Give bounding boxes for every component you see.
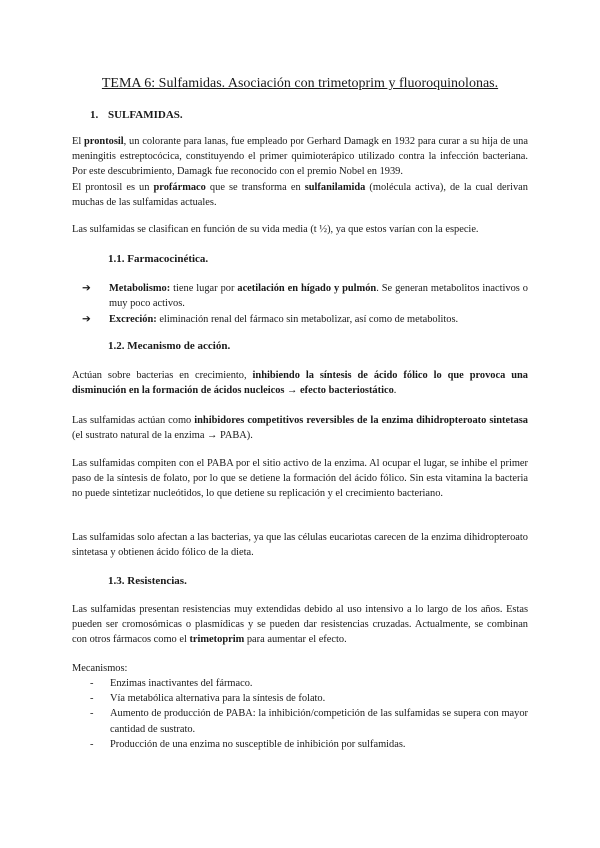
list-item-text: Producción de una enzima no susceptible de inhibición por sulfamidas. xyxy=(110,738,406,750)
text-run: , un colorante para lanas, fue empleado por Gerhard Damagk en 1932 para curar a su hija de una meningitis estreptocócica, constituyendo el primer quimioterápico utilizado contra la infección bacteriana. Por este descubrimiento, Damagk fue reconocido con el premio Nobel en 1939. xyxy=(72,136,528,178)
resistance-mechanisms-list xyxy=(90,676,528,752)
section-label: SULFAMIDAS. xyxy=(108,109,183,121)
term-metabolismo: Metabolismo: xyxy=(109,283,171,294)
term-competitive-inhibitors: inhibidores competitivos reversibles de la enzima dihidropteroato sintetasa xyxy=(194,415,529,426)
arrow-bullet-icon: ➔ xyxy=(82,283,91,294)
list-item-text: Aumento de producción de PABA: la inhibición/competición de las sulfamidas se supera con mayor cantidad de sustrato. xyxy=(110,708,528,735)
term-prontosil: prontosil xyxy=(84,136,124,147)
pharmacokinetics-list xyxy=(82,281,528,329)
list-item-text: Vía metabólica alternativa para la síntesis de folato. xyxy=(110,693,326,705)
dash-bullet: - xyxy=(90,708,94,720)
list-item xyxy=(90,691,528,706)
text-run: El prontosil es un xyxy=(72,182,154,193)
list-item xyxy=(90,676,528,691)
text-run: Las sulfamidas actúan como xyxy=(72,415,195,426)
mechanism-paragraph-2 xyxy=(72,413,528,443)
subsection-heading-resistencias: 1.3. Resistencias. xyxy=(108,575,187,587)
list-item xyxy=(90,706,528,736)
intro-paragraph-1 xyxy=(72,134,528,180)
dash-bullet: - xyxy=(90,738,94,750)
mechanisms-label: Mecanismos: xyxy=(72,663,128,674)
page-title: TEMA 6: Sulfamidas. Asociación con trimetoprim y fluoroquinolonas. xyxy=(101,76,499,91)
subsection-heading-mecanismo: 1.2. Mecanismo de acción. xyxy=(108,340,231,352)
section-heading-sulfamidas xyxy=(90,109,183,121)
arrow-bullet-icon: ➔ xyxy=(82,314,91,326)
subsection-heading-farmacocinetica: 1.1. Farmacocinética. xyxy=(108,253,209,265)
term-excrecion: Excreción: xyxy=(109,314,157,326)
term-profarmaco: profármaco xyxy=(153,182,206,193)
list-item xyxy=(90,737,528,752)
term-folic-inhibition: inhibiendo la síntesis de ácido fólico lo que provoca una disminución en la formación de ácidos nucleicos → efecto bacteriostático xyxy=(72,370,528,397)
mechanism-paragraph-4: Las sulfamidas solo afectan a las bacterias, ya que las células eucariotas carecen de la enzima dihidropteroato sintetasa y obtienen ácido fólico de la dieta. xyxy=(72,532,528,559)
term-acetilacion: acetilación en hígado y pulmón xyxy=(237,283,377,294)
list-item xyxy=(82,281,528,311)
resistance-paragraph xyxy=(72,602,528,648)
text-run: Actúan sobre bacterias en crecimiento, xyxy=(72,370,253,381)
text-run: eliminación renal del fármaco sin metabolizar, así como de metabolitos. xyxy=(156,314,459,326)
intro-paragraph-2 xyxy=(72,180,528,210)
list-item-text: Enzimas inactivantes del fármaco. xyxy=(110,678,253,689)
intro-paragraph-3: Las sulfamidas se clasifican en función de su vida media (t ½), ya que estos varían con la especie. xyxy=(72,224,479,235)
term-trimetoprim: trimetoprim xyxy=(189,634,245,646)
text-run: para aumentar el efecto. xyxy=(244,634,347,646)
mechanism-paragraph-1 xyxy=(72,368,528,398)
mechanism-paragraph-3: Las sulfamidas compiten con el PABA por el sitio activo de la enzima. Al ocupar el lugar, se inhibe el primer paso de la síntesis de folato, por lo que se detiene la formación del ácido fólico. Sin esta vitamina la bacteria no puede sintetizar nucleótidos, lo que detiene su replicación y el crecimiento bacteriano. xyxy=(72,458,528,500)
text-run: (molécula activa), de la cual derivan muchas de las sulfamidas actuales. xyxy=(72,182,528,209)
text-run: tiene lugar por xyxy=(170,283,238,294)
dash-bullet: - xyxy=(90,693,94,705)
section-number: 1. xyxy=(90,109,99,121)
text-run: Las sulfamidas presentan resistencias muy extendidas debido al uso intensivo a lo largo de los años. Estas pueden ser cromosómicas o plasmídicas y se pueden dar resistencias cruzadas. Actualmente, se combinan con otros fármacos como el xyxy=(72,604,528,646)
dash-bullet: - xyxy=(90,678,94,689)
list-item xyxy=(82,312,528,327)
text-run: . xyxy=(393,385,397,397)
text-run: que se transforma en xyxy=(205,182,305,193)
text-run: El xyxy=(72,136,85,147)
text-run: (el sustrato natural de la enzima → PABA). xyxy=(72,430,253,442)
text-run: . Se generan metabolitos inactivos o muy poco activos. xyxy=(109,283,528,310)
term-sulfanilamida: sulfanilamida xyxy=(304,182,366,193)
